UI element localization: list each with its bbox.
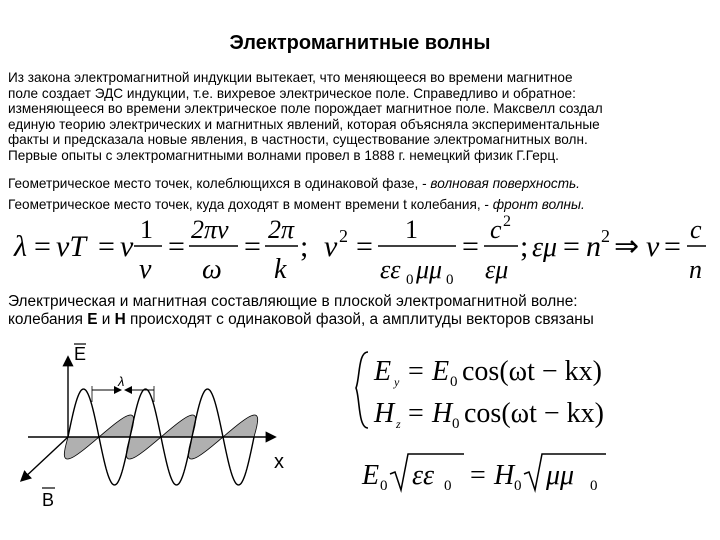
equals-sign: = [34,230,51,263]
equals-sign: = [244,230,261,263]
b-axis-label: B [42,490,55,510]
symbol-c: c [490,215,502,244]
definition-wave-front [8,197,714,213]
subscript-z: z [396,417,401,431]
equals-sign: = [664,230,681,263]
subscript-0: 0 [452,416,460,432]
symbol-E: E [374,356,392,387]
equals-sign: = [563,230,580,263]
page-title: Электромагнитные волны [229,32,491,54]
symbol-eps-eps: εε [380,255,401,284]
equals-sign: = [98,230,115,263]
symbol-eps-eps: εε [412,460,435,491]
definition-wave-surface [8,176,714,192]
x-axis-label: x [274,451,284,473]
intro-paragraph [8,70,714,163]
relation-text: Электрическая и магнитная составляющие в плоской электромагнитной волне: [8,293,578,310]
e-axis-label: E [74,344,87,364]
equals-sign: = [356,230,373,263]
equals-sign: = [408,356,424,387]
symbol-vT: vT [56,230,86,263]
symbol-n: n [586,230,601,263]
intro-line: факты и предсказала новые явления, в частности, существование электромагнитных волн. [8,132,588,147]
symbol-mu-mu: μμ [546,460,575,491]
cos-term: cos(ωt − kx) [464,398,604,429]
numerator-2pi: 2π [268,215,295,244]
b-wave-lobe [99,415,134,437]
symbol-omega: ω [202,254,222,285]
formula-amplitude-relation [356,446,616,502]
subscript-0: 0 [444,478,452,494]
b-wave-lobe [223,415,258,437]
symbol-H: H [374,398,395,429]
b-wave-lobe [188,437,223,459]
subscript-0: 0 [406,272,414,288]
subscript-0: 0 [380,478,388,494]
relation-line [8,293,714,311]
symbol-k: k [274,254,287,285]
b-wave-lobe [161,415,196,437]
symbol-v: v [646,230,660,263]
b-axis [22,437,68,480]
numerator-one: 1 [405,215,418,244]
intro-line: поле создает ЭДС индукции, т.е. вихревое электрическое поле. Справедливо и обратное: [8,85,576,101]
symbol-n: n [689,255,702,284]
symbol-c: c [690,215,702,244]
vector-E-label: E [87,311,98,328]
formula-field-components [350,348,610,434]
equals-sign: = [408,398,424,429]
semicolon: ; [520,230,529,263]
symbol-lambda: λ [14,230,27,263]
subscript-0: 0 [590,478,598,494]
superscript-2: 2 [503,213,511,230]
intro-line: единую теорию электрических и магнитных явлений, которая объясняла экспериментальные [8,116,600,132]
symbol-eps-mu: εμ [485,255,509,284]
superscript-2: 2 [339,226,348,246]
lambda-label: λ [118,374,125,389]
equals-sign: = [462,230,479,263]
symbol-E: E [362,460,380,491]
numerator-one: 1 [140,215,153,244]
symbol-E: E [432,356,450,387]
intro-line: изменяющееся во времени электрическое поле порождает магнитное поле. Максвелл создал [8,101,603,116]
b-wave-lobe [126,437,161,459]
relation-line [8,311,714,329]
implies-arrow: ⇒ [614,230,640,263]
relation-paragraph [8,293,714,329]
symbol-v: v [120,230,134,263]
symbol-mu-mu: μμ [416,255,443,284]
subscript-0: 0 [446,272,454,288]
subscript-y: y [394,375,400,389]
b-wave-lobe [64,437,99,459]
relation-text: и [97,311,115,328]
subscript-0: 0 [450,374,458,390]
numerator-2piv: 2πv [191,215,229,244]
definition-text: Геометрическое место точек, колеблющихся в одинаковой фазе, - [8,176,431,191]
intro-line: Из закона электромагнитной индукции вытекает, что меняющееся во времени магнитное [8,70,573,85]
intro-line: Первые опыты с электромагнитными волнами провел в 1888 г. немецкий физик Г.Герц. [8,147,559,163]
semicolon: ; [300,230,309,263]
definition-text: Геометрическое место точек, куда доходят в момент времени t колебания, - [8,196,493,212]
symbol-v: v [324,230,338,263]
cos-term: cos(ωt − kx) [462,356,602,387]
definitions-paragraph [8,176,714,212]
symbol-eps-mu: εμ [532,232,558,263]
symbol-H: H [432,398,453,429]
formula-wave-relations [6,212,716,288]
relation-text: происходят с одинаковой фазой, а амплитуды векторов связаны [125,311,594,328]
relation-text: колебания [8,311,88,328]
definition-term: фронт волны. [492,196,585,212]
equals-sign: = [168,230,185,263]
vector-H-label: H [114,311,126,328]
equals-sign: = [470,460,486,491]
subscript-0: 0 [514,478,522,494]
superscript-2: 2 [601,226,610,246]
system-brace [356,352,368,428]
symbol-H: H [494,460,515,491]
em-wave-diagram [8,342,308,512]
definition-term: волновая поверхность. [430,176,580,191]
symbol-nu: ν [139,254,152,285]
